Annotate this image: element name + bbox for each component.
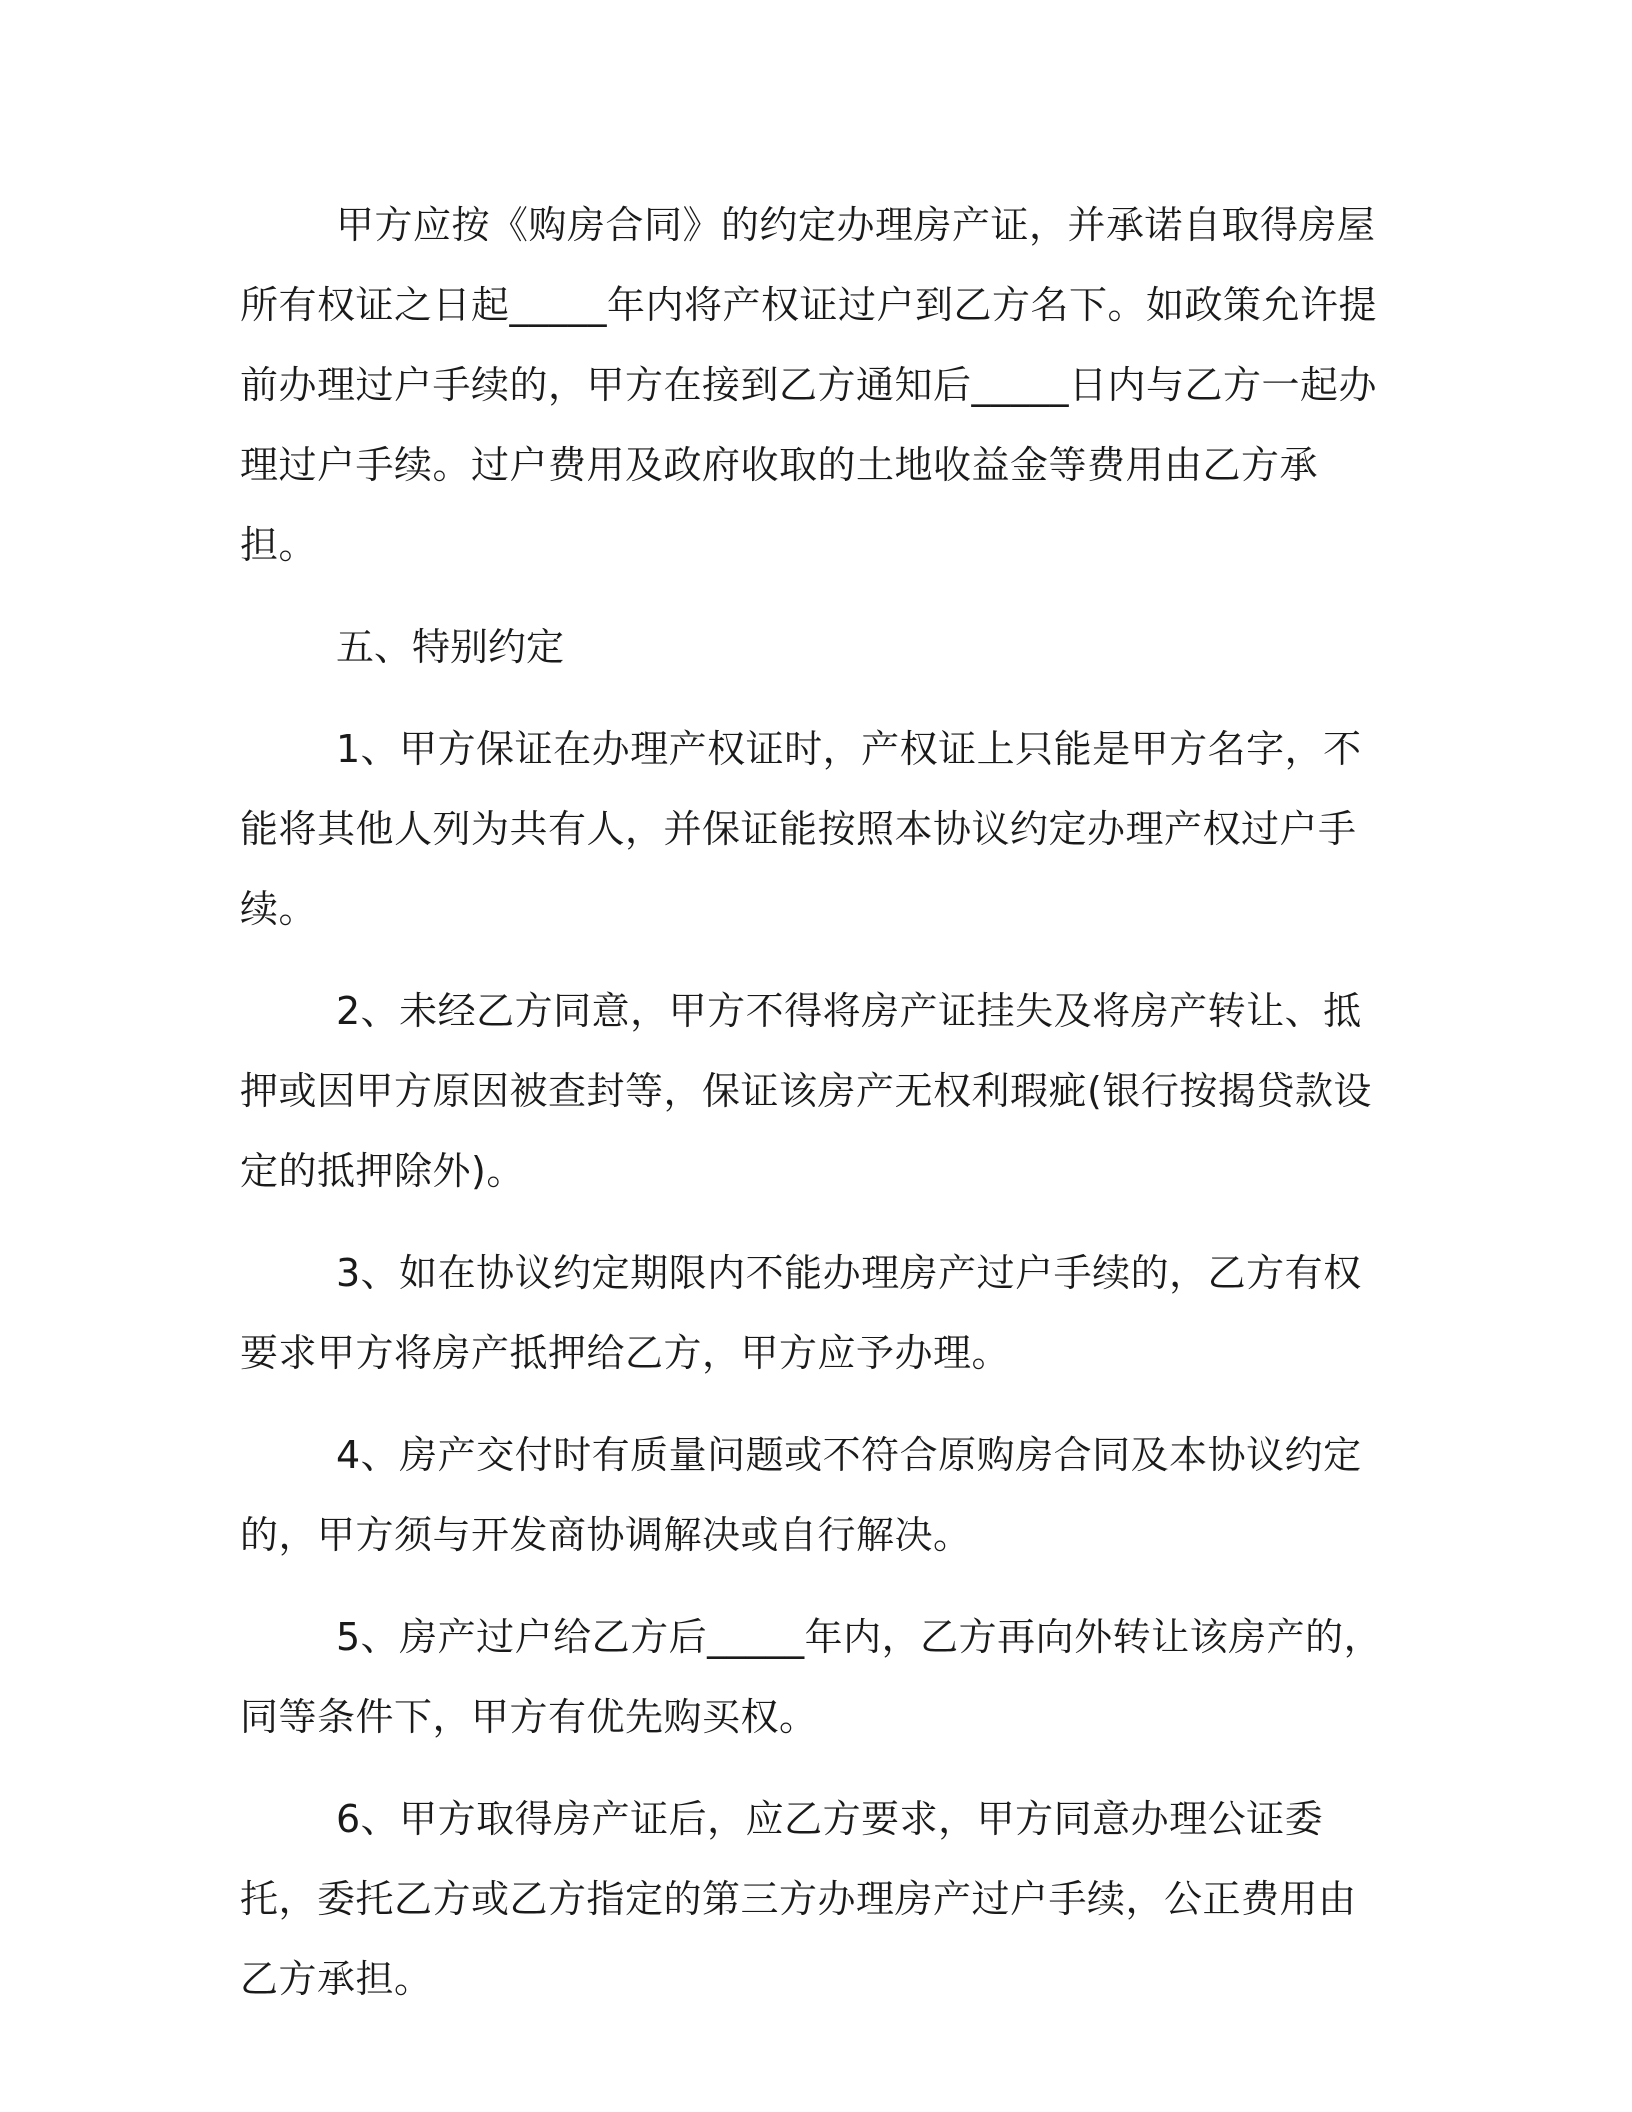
clause-3: 3、如在协议约定期限内不能办理房产过户手续的，乙方有权要求甲方将房产抵押给乙方，甲方应予办理。 [240,1251,1362,1375]
intro-paragraph: 甲方应按《购房合同》的约定办理房产证，并承诺自取得房屋所有权证之日起_____年内将产权证过户到乙方名下。如政策允许提前办理过户手续的，甲方在接到乙方通知后_____日内与乙方一起办理过户手续。过户费用及政府收取的土地收益金等费用由乙方承担。 [240,203,1378,567]
clause-6: 6、甲方取得房产证后，应乙方要求，甲方同意办理公证委托，委托乙方或乙方指定的第三方办理房产过户手续，公正费用由乙方承担。 [240,1797,1357,2001]
document-body [240,185,1390,2019]
clause-1: 1、甲方保证在办理产权证时，产权证上只能是甲方名字，不能将其他人列为共有人，并保证能按照本协议约定办理产权过户手续。 [240,727,1362,931]
section-heading: 五、特别约定 [336,625,565,669]
clause-4: 4、房产交付时有质量问题或不符合原购房合同及本协议约定的，甲方须与开发商协调解决或自行解决。 [240,1433,1362,1557]
clause-2: 2、未经乙方同意，甲方不得将房产证挂失及将房产转让、抵押或因甲方原因被查封等，保证该房产无权利瑕疵(银行按揭贷款设定的抵押除外)。 [240,989,1372,1193]
clause-5: 5、房产过户给乙方后_____年内，乙方再向外转让该房产的，同等条件下，甲方有优先购买权。 [240,1615,1383,1739]
